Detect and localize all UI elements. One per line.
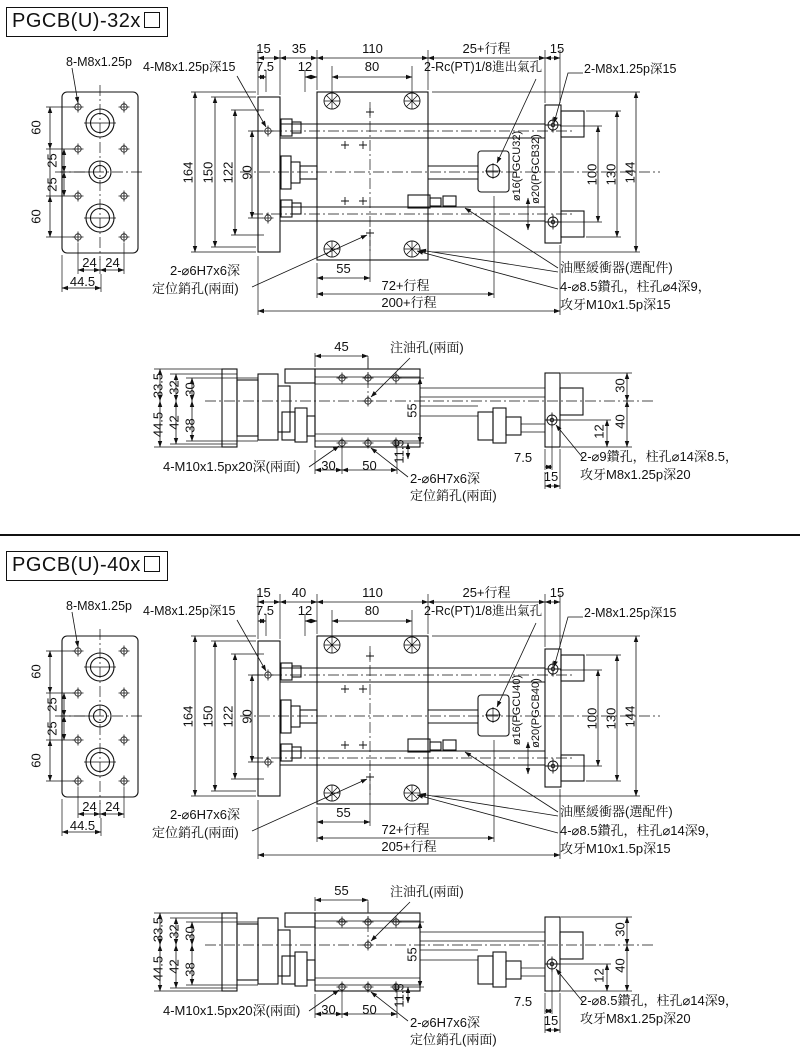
note-mount-hole-line1: 4-⌀8.5鑽孔，柱孔⌀4深9， bbox=[560, 279, 711, 294]
note-shock-absorber: 油壓緩衝器(選配件) bbox=[560, 804, 673, 819]
model-title bbox=[6, 7, 168, 37]
note-air-port: 2-Rc(PT)1/8進出氣孔 bbox=[424, 60, 543, 74]
dim-144: 144 bbox=[622, 705, 638, 728]
dim-25-bottom: 25 bbox=[44, 177, 60, 192]
dim-seg2: 40 bbox=[291, 585, 307, 600]
dim-32: 32 bbox=[166, 380, 182, 395]
dim-150: 150 bbox=[200, 161, 216, 184]
dim-33-5: 33.5 bbox=[150, 916, 166, 943]
dim-32: 32 bbox=[166, 924, 182, 939]
stroke-placeholder-box bbox=[144, 556, 160, 572]
bore-label-pgcb: ø20(PGCB32) bbox=[530, 134, 542, 204]
dim-12-right: 12 bbox=[591, 968, 607, 983]
dim-25-top: 25 bbox=[44, 697, 60, 712]
note-drill-hole-line1: 2-⌀8.5鑽孔，柱孔⌀14深9， bbox=[580, 993, 738, 1008]
note-thread-8xM8: 8-M8x1.25p bbox=[66, 599, 133, 613]
dim-55: 55 bbox=[336, 805, 351, 820]
dim-15-left: 15 bbox=[256, 41, 271, 56]
dim-11-5: 11.5 bbox=[391, 439, 407, 464]
note-mount-hole-line2: 攻牙M10x1.5p深15 bbox=[560, 841, 671, 856]
dim-90: 90 bbox=[239, 165, 255, 180]
dim-30-left: 30 bbox=[182, 926, 198, 941]
dim-12-right: 12 bbox=[591, 424, 607, 439]
dim-42: 42 bbox=[166, 959, 182, 974]
dim-25-top: 25 bbox=[44, 153, 60, 168]
dim-12: 12 bbox=[297, 59, 313, 74]
bore-label-pgcu: ø16(PGCU40) bbox=[511, 674, 523, 746]
dim-7-5-bottom: 7.5 bbox=[514, 450, 533, 465]
dim-60-top: 60 bbox=[28, 120, 44, 135]
note-drill-hole-line2: 攻牙M8x1.25p深20 bbox=[580, 1011, 691, 1026]
dim-15-bottom: 15 bbox=[543, 1013, 559, 1028]
dim-130: 130 bbox=[603, 163, 619, 186]
dim-72-stroke: 72+行程 bbox=[381, 278, 430, 293]
dim-100: 100 bbox=[584, 707, 600, 730]
note-pin-hole-bottom-line2: 定位銷孔(兩面) bbox=[410, 488, 497, 503]
dim-55: 55 bbox=[336, 261, 351, 276]
note-tap-holes: 4-M10x1.5px20深(兩面) bbox=[163, 459, 301, 474]
note-pin-hole-line1: 2-⌀6H7x6深 bbox=[170, 263, 240, 278]
dim-24-left: 24 bbox=[82, 255, 97, 270]
dim-150: 150 bbox=[200, 705, 216, 728]
dim-110: 110 bbox=[362, 41, 383, 56]
note-shock-absorber: 油壓緩衝器(選配件) bbox=[560, 260, 673, 275]
dim-55-vertical: 55 bbox=[404, 947, 420, 962]
dim-15-left: 15 bbox=[256, 585, 271, 600]
dim-30-right: 30 bbox=[612, 378, 628, 393]
dim-12: 12 bbox=[297, 603, 313, 618]
dim-72-stroke: 72+行程 bbox=[381, 822, 430, 837]
note-drill-hole-line1: 2-⌀9鑽孔，柱孔⌀14深8.5， bbox=[580, 449, 738, 464]
model-title-text: PGCB(U)-40x bbox=[12, 554, 141, 576]
note-thread-8xM8: 8-M8x1.25p bbox=[66, 55, 133, 69]
note-pin-hole-bottom-line1: 2-⌀6H7x6深 bbox=[410, 1015, 480, 1030]
dim-40: 40 bbox=[612, 414, 628, 429]
dim-60-top: 60 bbox=[28, 664, 44, 679]
dim-38: 38 bbox=[182, 418, 198, 433]
dim-seg2: 35 bbox=[291, 41, 307, 56]
dim-30-bottom: 30 bbox=[321, 1002, 336, 1017]
dim-55-vertical: 55 bbox=[404, 403, 420, 418]
dim-90: 90 bbox=[239, 709, 255, 724]
note-pin-hole-line1: 2-⌀6H7x6深 bbox=[170, 807, 240, 822]
dim-25-stroke: 25+行程 bbox=[462, 41, 511, 56]
note-thread-2xM8: 2-M8x1.25p深15 bbox=[584, 606, 677, 620]
dim-44-5-bottom: 44.5 bbox=[150, 411, 166, 438]
dim-24-right: 24 bbox=[105, 255, 120, 270]
dim-100: 100 bbox=[584, 163, 600, 186]
note-drill-hole-line2: 攻牙M8x1.25p深20 bbox=[580, 467, 691, 482]
dim-40: 40 bbox=[612, 958, 628, 973]
dim-60-bottom: 60 bbox=[28, 753, 44, 768]
dim-25-bottom: 25 bbox=[44, 721, 60, 736]
dim-110: 110 bbox=[362, 585, 383, 600]
dim-top-bottomview: 55 bbox=[334, 883, 349, 898]
dim-24-left: 24 bbox=[82, 799, 97, 814]
dim-144: 144 bbox=[622, 161, 638, 184]
dim-7-5: 7.5 bbox=[255, 59, 275, 74]
note-air-port: 2-Rc(PT)1/8進出氣孔 bbox=[424, 604, 543, 618]
dim-130: 130 bbox=[603, 707, 619, 730]
dim-7-5-bottom: 7.5 bbox=[514, 994, 533, 1009]
dim-80: 80 bbox=[364, 603, 380, 618]
note-thread-4xM8: 4-M8x1.25p深15 bbox=[143, 60, 236, 74]
dim-44-5: 44.5 bbox=[69, 818, 96, 833]
note-tap-holes: 4-M10x1.5px20深(兩面) bbox=[163, 1003, 301, 1018]
drawing-section-pgcb40 bbox=[0, 544, 800, 1057]
dim-overall-stroke: 205+行程 bbox=[381, 839, 437, 854]
dim-164: 164 bbox=[180, 161, 196, 184]
dim-15-right: 15 bbox=[549, 41, 565, 56]
dim-122: 122 bbox=[220, 161, 236, 184]
dim-25-stroke: 25+行程 bbox=[462, 585, 511, 600]
dim-overall-stroke: 200+行程 bbox=[381, 295, 437, 310]
dim-top-bottomview: 45 bbox=[334, 339, 349, 354]
dim-42: 42 bbox=[166, 415, 182, 430]
dim-24-right: 24 bbox=[105, 799, 120, 814]
note-oil-hole: 注油孔(兩面) bbox=[390, 884, 464, 899]
model-title bbox=[6, 551, 168, 581]
dim-30-right: 30 bbox=[612, 922, 628, 937]
dim-164: 164 bbox=[180, 705, 196, 728]
section-divider-line bbox=[0, 534, 800, 536]
dim-50: 50 bbox=[362, 1002, 377, 1017]
dim-33-5: 33.5 bbox=[150, 372, 166, 399]
stroke-placeholder-box bbox=[144, 12, 160, 28]
note-pin-hole-line2: 定位銷孔(兩面) bbox=[152, 825, 239, 840]
dim-122: 122 bbox=[220, 705, 236, 728]
note-pin-hole-bottom-line1: 2-⌀6H7x6深 bbox=[410, 471, 480, 486]
dim-15-right: 15 bbox=[549, 585, 565, 600]
note-pin-hole-bottom-line2: 定位銷孔(兩面) bbox=[410, 1032, 497, 1047]
dim-60-bottom: 60 bbox=[28, 209, 44, 224]
bore-label-pgcb: ø20(PGCB40) bbox=[530, 678, 542, 748]
note-mount-hole-line1: 4-⌀8.5鑽孔，柱孔⌀14深9， bbox=[560, 823, 718, 838]
note-oil-hole: 注油孔(兩面) bbox=[390, 340, 464, 355]
dim-50: 50 bbox=[362, 458, 377, 473]
dim-30-left: 30 bbox=[182, 382, 198, 397]
dim-44-5: 44.5 bbox=[69, 274, 96, 289]
dim-30-bottom: 30 bbox=[321, 458, 336, 473]
dim-80: 80 bbox=[364, 59, 380, 74]
note-mount-hole-line2: 攻牙M10x1.5p深15 bbox=[560, 297, 671, 312]
dim-38: 38 bbox=[182, 962, 198, 977]
dim-15-bottom: 15 bbox=[543, 469, 559, 484]
note-thread-2xM8: 2-M8x1.25p深15 bbox=[584, 62, 677, 76]
dim-7-5: 7.5 bbox=[255, 603, 275, 618]
dim-44-5-bottom: 44.5 bbox=[150, 955, 166, 982]
bore-label-pgcu: ø16(PGCU32) bbox=[511, 130, 523, 202]
note-pin-hole-line2: 定位銷孔(兩面) bbox=[152, 281, 239, 296]
dim-11-5: 11.5 bbox=[391, 983, 407, 1008]
model-title-text: PGCB(U)-32x bbox=[12, 10, 141, 32]
note-thread-4xM8: 4-M8x1.25p深15 bbox=[143, 604, 236, 618]
